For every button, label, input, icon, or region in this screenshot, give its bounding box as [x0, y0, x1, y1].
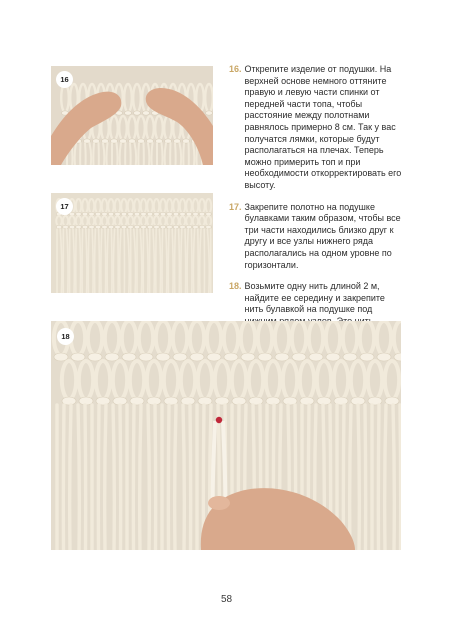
macrame-closeup-photo: [51, 321, 401, 550]
step-16-photo: [51, 66, 213, 165]
step-16-badge: 16: [56, 71, 73, 88]
step-17-photo: [51, 193, 213, 293]
instructions: [229, 64, 403, 349]
step-text: Открепите изделие от подушки. На верхней основе немного оттяните правую и левую части спинки от передней части топа, чтобы расстояние между полотнами равнялось примерно 8 см. Так у вас получатся лямки, которые будут располагаться на плечах. Теперь можно примерить топ и при необходимости откорректировать его высоту.: [244, 64, 402, 190]
step-number: 18.: [229, 281, 242, 292]
step-16: [229, 64, 403, 192]
step-text: Возьмите одну нить длиной 2 м, найдите ее середину и закрепите нить булавкой на подушке под: [244, 281, 385, 315]
step-number: 17.: [229, 201, 242, 212]
pin-head: [216, 417, 222, 423]
step-18-photo: [51, 321, 401, 550]
step-number: 16.: [229, 64, 242, 74]
step-17: [229, 202, 403, 272]
page-number: 58: [220, 594, 233, 605]
macrame-hands-photo: [51, 66, 213, 165]
macrame-panel-photo: [51, 193, 213, 293]
thumb: [208, 496, 230, 510]
step-text: Закрепите полотно на подушке булавками таким образом, чтобы все три части находились близко друг к другу и все узлы нижнего ряда располагались на одном уровне по горизонтали.: [244, 201, 401, 270]
step-17-badge: 17: [56, 198, 73, 215]
step-18-badge: 18: [57, 328, 74, 345]
